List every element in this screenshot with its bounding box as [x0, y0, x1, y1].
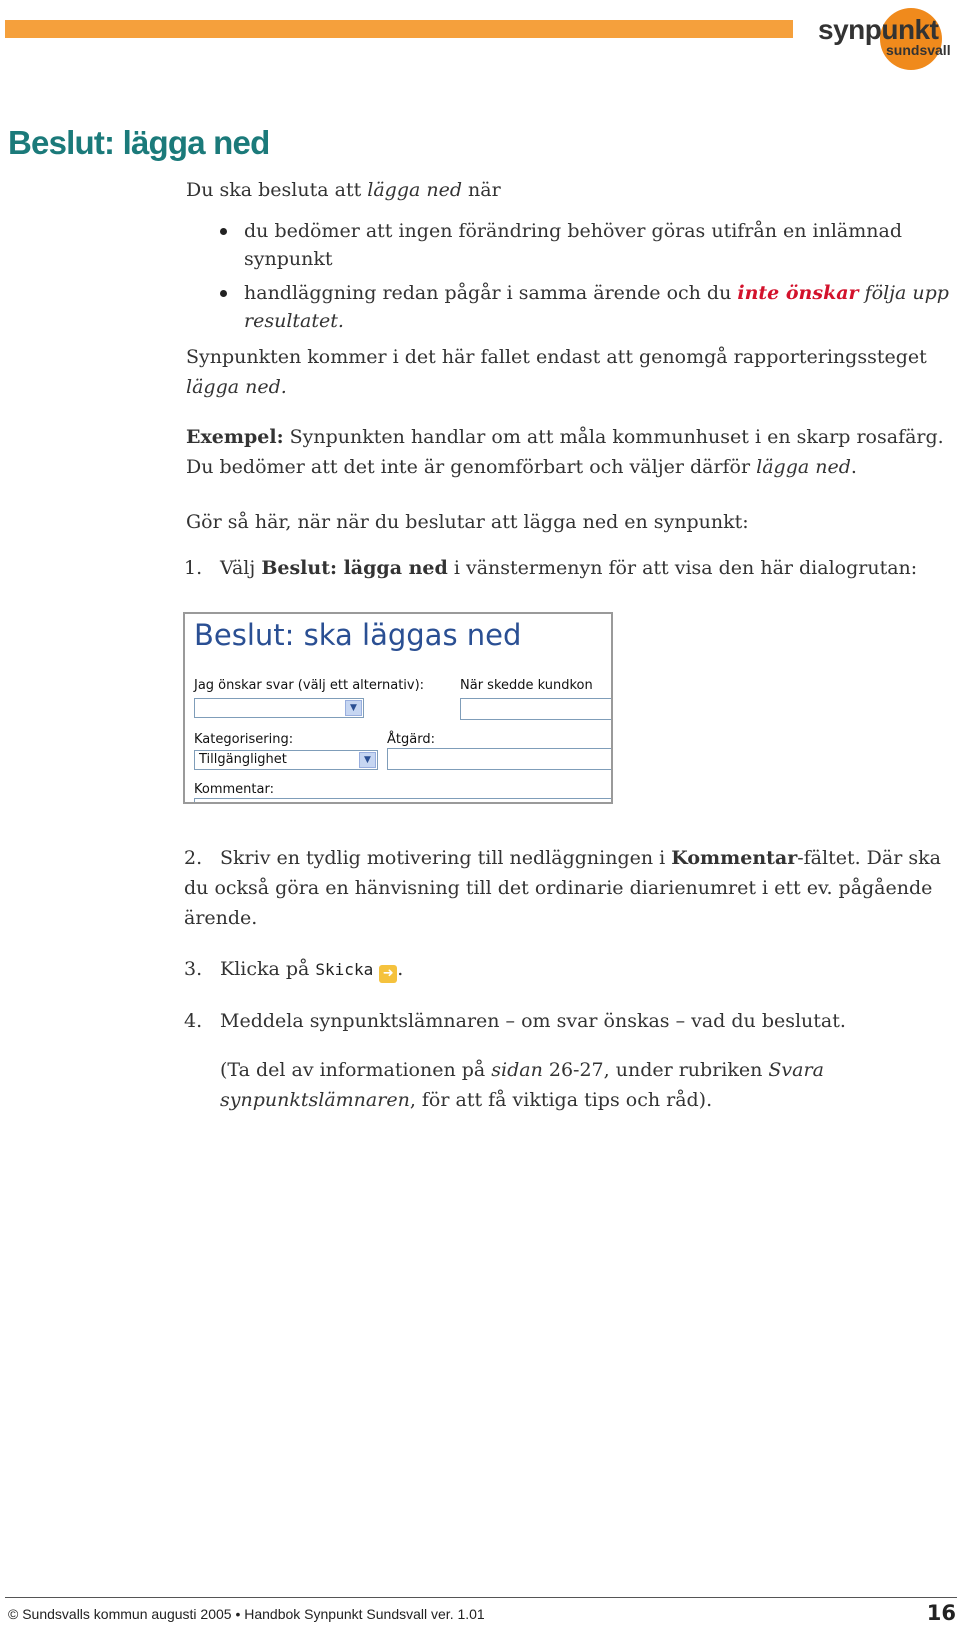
step-2: 2. Skriv en tydlig motivering till nedläggningen i Kommentar-fältet. Där ska du också göra en hänvisning till det ordinarie diarienumret i ett ev. pågående ärende. [184, 847, 941, 929]
action-input[interactable] [387, 748, 613, 770]
category-select[interactable]: Tillgänglighet ▼ [194, 750, 378, 770]
category-label: Kategorisering: [194, 732, 294, 747]
header-accent-bar [5, 20, 793, 38]
skicka-button-label: Skicka [315, 960, 374, 979]
bullet-icon [220, 290, 227, 297]
page-number: 16 [926, 1601, 956, 1625]
answer-label: Jag önskar svar (välj ett alternativ): [194, 678, 425, 693]
comment-label: Kommentar: [194, 782, 274, 797]
intro-paragraph: Du ska besluta att lägga ned när [186, 179, 501, 201]
decision-dialog-screenshot [183, 612, 613, 804]
howto-paragraph: Gör så här, när när du beslutar att lägga ned en synpunkt: [186, 511, 749, 533]
contact-date-input[interactable] [460, 698, 613, 720]
synpunkt-logo [808, 6, 960, 70]
arrow-right-icon: ➜ [379, 965, 397, 983]
dialog-title: Beslut: ska läggas ned [194, 618, 522, 652]
footer-divider [5, 1597, 957, 1598]
contact-date-label: När skedde kundkon [460, 678, 593, 693]
condition-list [216, 217, 956, 341]
footer-text: © Sundsvalls kommun augusti 2005 • Handbok Synpunkt Sundsvall ver. 1.01 [8, 1606, 485, 1622]
page-title: Beslut: lägga ned [8, 124, 270, 161]
comment-textarea[interactable] [194, 798, 613, 804]
step-4: 4. Meddela synpunktslämnaren – om svar önskas – vad du beslutat. [184, 1010, 846, 1032]
step-3: 3. Klicka på Skicka ➜ . [184, 958, 404, 981]
bullet-icon [220, 228, 227, 235]
list-item: handläggning redan pågår i samma ärende och du inte önskar följa upp resultatet. [216, 279, 956, 335]
chevron-down-icon[interactable]: ▼ [345, 700, 362, 716]
step-1: 1. Välj Beslut: lägga ned i vänstermenyn för att visa den här dialogrutan: [184, 557, 918, 579]
logo-word: synpunkt [818, 14, 939, 45]
note-paragraph: Synpunkten kommer i det här fallet endast att genomgå rapporteringssteget lägga ned. [186, 346, 927, 398]
logo-subtitle: sundsvall [886, 42, 951, 58]
list-item: du bedömer att ingen förändring behöver göras utifrån en inlämnad synpunkt [216, 217, 956, 273]
answer-select[interactable] [194, 698, 364, 718]
example-paragraph: Exempel: Synpunkten handlar om att måla kommunhuset i en skarp rosafärg. Du bedömer att det inte är genomförbart och väljer därför lägga ned. [186, 426, 944, 478]
reference-paragraph: (Ta del av informationen på sidan 26-27, under rubriken Svara synpunktslämnaren, för att få viktiga tips och råd). [220, 1059, 824, 1111]
action-label: Åtgärd: [387, 732, 435, 747]
chevron-down-icon[interactable]: ▼ [359, 752, 376, 768]
